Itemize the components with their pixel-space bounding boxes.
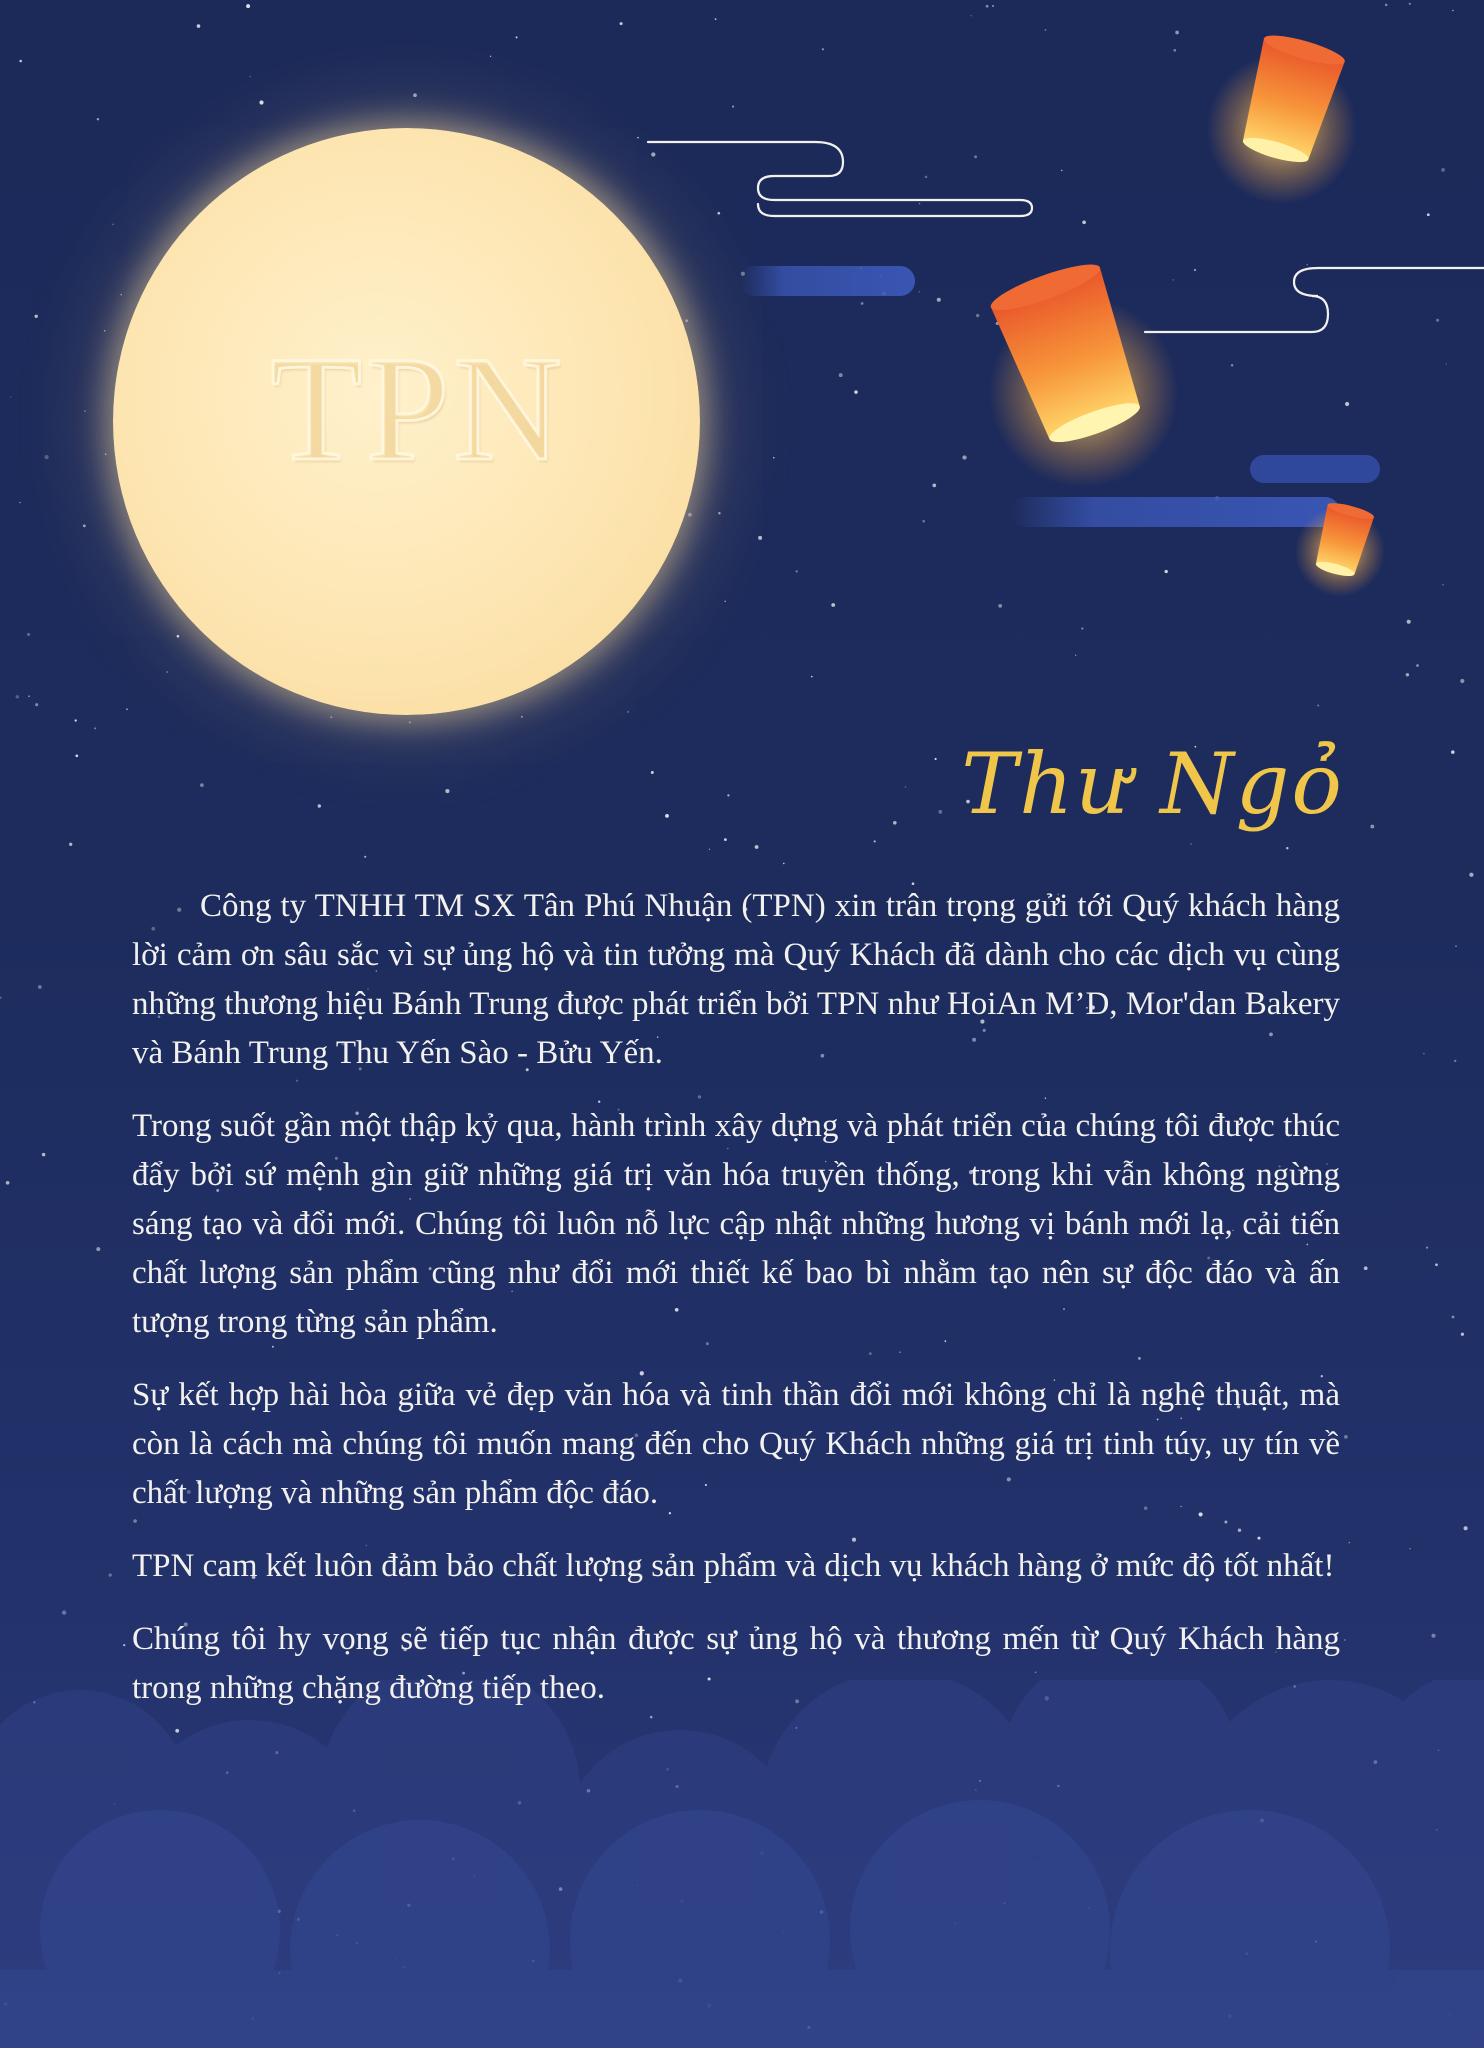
paragraph-intro: Công ty TNHH TM SX Tân Phú Nhuận (TPN) xin trân trọng gửi tới Quý khách hàng lời cảm ơn sâu sắc vì sự ủng hộ và tin tưởng mà Quý Khách đã dành cho các dịch vụ cùng những thương hiệu Bánh Trung được phát triển bởi TPN như HoiAn M’D, Mor'dan Bakery và Bánh Trung Thu Yến Sào - Bửu Yến. [132,888,1340,1071]
cloud-strip [740,266,915,296]
tpn-logo-emboss: TPN [270,326,566,492]
letter-title: Thư Ngỏ [961,735,1344,833]
cloud-strip [1010,497,1340,527]
paragraph-closing: Chúng tôi hy vọng sẽ tiếp tục nhận được sự ủng hộ và thương mến từ Quý Khách hàng trong những chặng đường tiếp theo. [132,1621,1340,1706]
letter-body [132,882,1340,1737]
cloud-strip [1250,455,1380,483]
paragraph-harmony: Sự kết hợp hài hòa giữa vẻ đẹp văn hóa và tinh thần đổi mới không chỉ là nghệ thuật, mà còn là cách mà chúng tôi muốn mang đến cho Quý Khách những giá trị tinh túy, uy tín về chất lượng và những sản phẩm độc đáo. [132,1377,1340,1511]
paragraph-commitment: TPN cam kết luôn đảm bảo chất lượng sản phẩm và dịch vụ khách hàng ở mức độ tốt nhất! [132,1548,1335,1584]
sky-lantern-icon [1189,21,1379,222]
paragraph-journey: Trong suốt gần một thập kỷ qua, hành trình xây dựng và phát triển của chúng tôi được thúc đẩy bởi sứ mệnh gìn giữ những giá trị văn hóa truyền thống, trong khi vẫn không ngừng sáng tạo và đổi mới. Chúng tôi luôn nỗ lực cập nhật những hương vị bánh mới lạ, cải tiến chất lượng sản phẩm cũng như đổi mới thiết kế bao bì nhằm tạo nên sự độc đáo và ấn tượng trong từng sản phẩm. [132,1108,1340,1340]
